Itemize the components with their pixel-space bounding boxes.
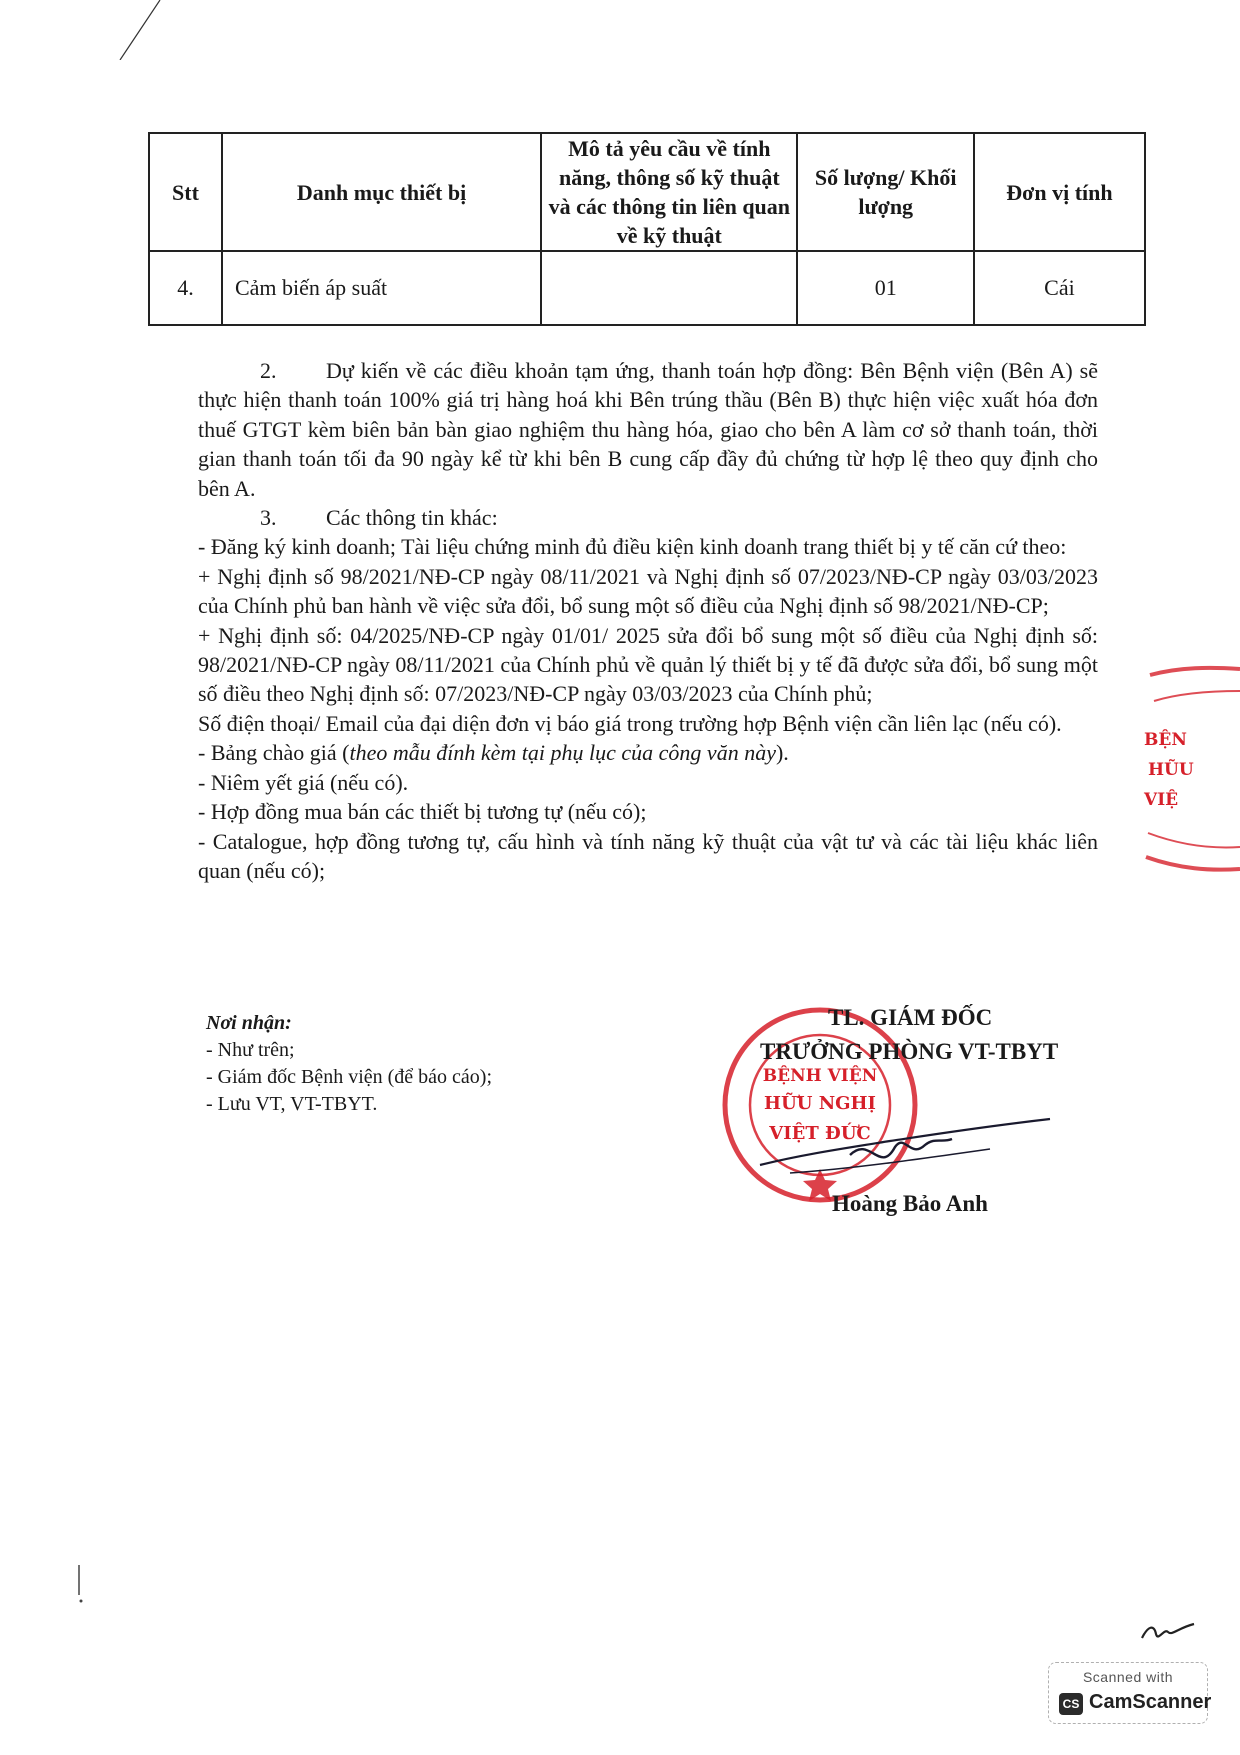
initials-mark-icon — [1138, 1616, 1198, 1646]
partial-seal-line-3: VIỆ — [1144, 790, 1179, 810]
recipient-item: - Như trên; — [206, 1039, 295, 1061]
table-header-row — [149, 133, 1145, 251]
camscanner-badge — [1048, 1662, 1212, 1724]
decree-04-item: + Nghị định số: 04/2025/NĐ-CP ngày 01/01/ 2025 sửa đổi bổ sung một số điều của Nghị định số: 98/2021/NĐ-CP ngày 08/11/2021 của Chính phủ về quản lý thiết bị y tế đã được sửa đổi, bổ sung một số điều theo Nghị định số: 07/2023/NĐ-CP ngày 03/03/2023 của Chính phủ; — [198, 622, 1098, 707]
paragraph-number: 2. — [260, 358, 277, 383]
scan-mark — [76, 1565, 84, 1605]
decree-98-item: + Nghị định số 98/2021/NĐ-CP ngày 08/11/2021 và Nghị định số 07/2023/NĐ-CP ngày 03/03/2023 của Chính phủ ban hành về việc sửa đổi, bổ sung một số điều của Nghị định số 98/2021/NĐ-CP; — [198, 563, 1098, 619]
signer-name: Hoàng Bảo Anh — [832, 1191, 988, 1216]
business-registration-item: - Đăng ký kinh doanh; Tài liệu chứng minh đủ điều kiện kinh doanh trang thiết bị y tế căn cứ theo: — [198, 534, 1067, 560]
seal-line-1: BỆNH VIỆN — [762, 1066, 878, 1086]
equipment-table — [148, 132, 1146, 326]
paragraph-number: 3. — [260, 505, 277, 531]
cell-quantity: 01 — [797, 251, 973, 325]
contact-info-item: Số điện thoại/ Email của đại diện đơn vị báo giá trong trường hợp Bệnh viện cần liên lạc (nếu có). — [198, 710, 1062, 736]
payment-terms-paragraph — [198, 356, 1098, 503]
header-unit: Đơn vị tính — [974, 133, 1145, 251]
cell-equipment-name: Cảm biến áp suất — [222, 251, 541, 325]
scanned-with-label: Scanned with — [1082, 1669, 1174, 1685]
recipient-item: - Giám đốc Bệnh viện (để báo cáo); — [206, 1066, 493, 1088]
partial-seal-line-1: BỆN — [1144, 730, 1187, 750]
signature-title-2: TRƯỞNG PHÒNG VT-TBYT — [760, 1039, 1059, 1064]
quotation-suffix: ). — [775, 740, 789, 766]
quotation-prefix: - Bảng chào giá ( — [198, 740, 350, 766]
signature-title-1: TL. GIÁM ĐỐC — [828, 1005, 993, 1030]
signature-block — [720, 1005, 1120, 1235]
table-row — [149, 251, 1145, 325]
cell-stt: 4. — [149, 251, 222, 325]
cell-unit: Cái — [974, 251, 1145, 325]
camscanner-name: CamScanner — [1089, 1691, 1212, 1713]
partial-seal-line-2: HŨU — [1148, 760, 1194, 780]
body-text — [198, 356, 1098, 885]
header-equipment-name: Danh mục thiết bị — [222, 133, 541, 251]
header-quantity: Số lượng/ Khối lượng — [797, 133, 973, 251]
seal-line-2: HỮU NGHỊ — [764, 1093, 876, 1114]
handwritten-signature-icon — [730, 1115, 1060, 1195]
listed-price-item: - Niêm yết giá (nếu có). — [198, 769, 409, 795]
header-technical-description: Mô tả yêu cầu về tính năng, thông số kỹ thuật và các thông tin liên quan về kỹ thuật — [541, 133, 797, 251]
other-info-heading — [198, 503, 1098, 532]
other-info-text: Các thông tin khác: — [326, 505, 498, 531]
camscanner-logo-icon: CS — [1059, 1693, 1083, 1715]
similar-contracts-item: - Hợp đồng mua bán các thiết bị tương tự (nếu có); — [198, 799, 647, 825]
partial-seal-icon — [1140, 665, 1240, 875]
scan-edge-line — [112, 0, 172, 60]
recipients-block — [206, 1010, 626, 1118]
header-stt: Stt — [149, 133, 222, 251]
payment-terms-text: Dự kiến về các điều khoản tạm ứng, thanh toán hợp đồng: Bên Bệnh viện (Bên A) sẽ thực hiện thanh toán 100% giá trị hàng hoá khi Bên trúng thầu (Bên B) thực hiện việc xuất hóa đơn thuế GTGT kèm biên bản bàn giao nghiệm thu hàng hóa, giao cho bên A làm cơ sở thanh toán, thời gian thanh toán tối đa 90 ngày kể từ khi bên B cung cấp đầy đủ chứng từ hợp lệ theo quy định cho bên A. — [198, 358, 1098, 501]
seal-line-3: VIỆT ĐỨC — [769, 1123, 871, 1144]
recipient-item: - Lưu VT, VT-TBYT. — [206, 1093, 378, 1115]
quotation-italic-note: theo mẫu đính kèm tại phụ lục của công văn này — [349, 740, 776, 766]
catalogue-item: - Catalogue, hợp đồng tương tự, cấu hình và tính năng kỹ thuật của vật tư và các tài liệu khác liên quan (nếu có); — [198, 828, 1098, 883]
recipients-title: Nơi nhận: — [206, 1012, 292, 1034]
cell-technical-description — [541, 251, 797, 325]
quotation-item — [198, 738, 1098, 767]
